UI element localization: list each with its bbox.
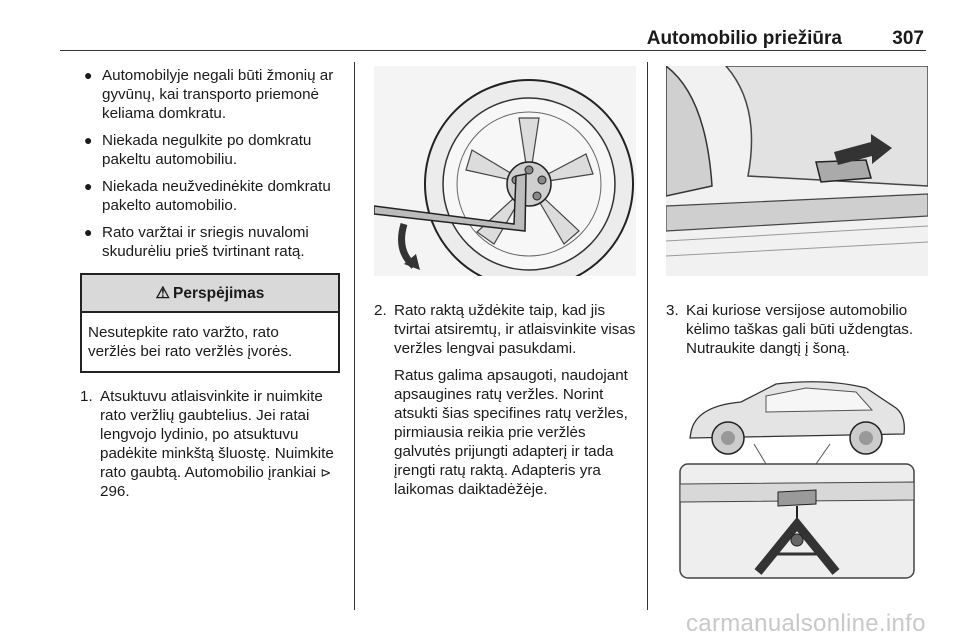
- step-1: [80, 387, 344, 501]
- step-3: [666, 301, 928, 358]
- bullet-icon: ●: [84, 178, 93, 194]
- list-item: ● Automobilyje negali būti žmonių ar gyvūnų, kai transporto priemonė keliama domkratu.: [84, 67, 334, 122]
- column-3: [666, 66, 928, 587]
- column-1: [80, 66, 344, 501]
- bullet-icon: ●: [84, 67, 93, 83]
- list-item: ● Niekada negulkite po domkratu pakeltu automobiliu.: [84, 132, 312, 168]
- column-divider-2: [647, 62, 648, 610]
- safety-bullet-list: [80, 66, 344, 261]
- step-number: 1.: [80, 388, 93, 405]
- jack-point-cover-illustration: [666, 66, 928, 276]
- column-2: [374, 66, 636, 507]
- page-header: [60, 26, 926, 51]
- step-note: Ratus galima apsaugoti, naudojant apsaugines ratų veržles. Norint atsukti šias specifines ratų veržles, pirmiausia reikia prie veržlės galvutės prijungti adapterį ir tada įrengti ratų raktą. Adapteris yra laikomas daiktadėžėje.: [394, 367, 628, 498]
- step-text: Kai kuriose versijose automobilio kėlimo taškas gali būti uždengtas. Nutraukite dangtį į šoną.: [686, 302, 914, 357]
- step-text: Rato raktą uždėkite taip, kad jis tvirtai atsiremtų, ir atlaisvinkite visas veržles lengvai pasukdami.: [394, 302, 636, 357]
- warning-triangle-icon: ⚠: [155, 284, 170, 302]
- step-text: Atsuktuvu atlaisvinkite ir nuimkite rato veržlių gaubtelius. Jei ratai lengvojo lydinio, po atsuktuvu padėkite minkštą šluostę. Nuimkite rato gaubtą. Automobilio įrankiai: [100, 388, 334, 481]
- bullet-icon: ●: [84, 132, 93, 148]
- car-jack-position-illustration: [666, 372, 928, 582]
- list-item: ● Niekada neužvedinėkite domkratu pakelto automobilio.: [84, 178, 331, 214]
- warning-header: [82, 275, 338, 313]
- wheel-wrench-illustration: [374, 66, 636, 276]
- column-divider-1: [354, 62, 355, 610]
- step-2: [374, 301, 636, 499]
- list-item: ● Rato varžtai ir sriegis nuvalomi skudurėliu prieš tvirtinant ratą.: [84, 224, 309, 260]
- warning-title: Perspėjimas: [173, 284, 265, 302]
- warning-text: Nesutepkite rato varžto, rato veržlės bei rato veržlės įvorės.: [88, 324, 293, 360]
- page-reference-icon: ⊳: [320, 465, 332, 480]
- bullet-icon: ●: [84, 224, 93, 240]
- header-title: Automobilio priežiūra: [646, 28, 842, 49]
- warning-box: [80, 273, 340, 373]
- step-number: 2.: [374, 302, 387, 319]
- step-number: 3.: [666, 302, 679, 319]
- watermark: carmanualsonline.info: [686, 610, 926, 637]
- page-number: 307: [892, 28, 924, 49]
- page-reference-link[interactable]: 296.: [100, 483, 130, 500]
